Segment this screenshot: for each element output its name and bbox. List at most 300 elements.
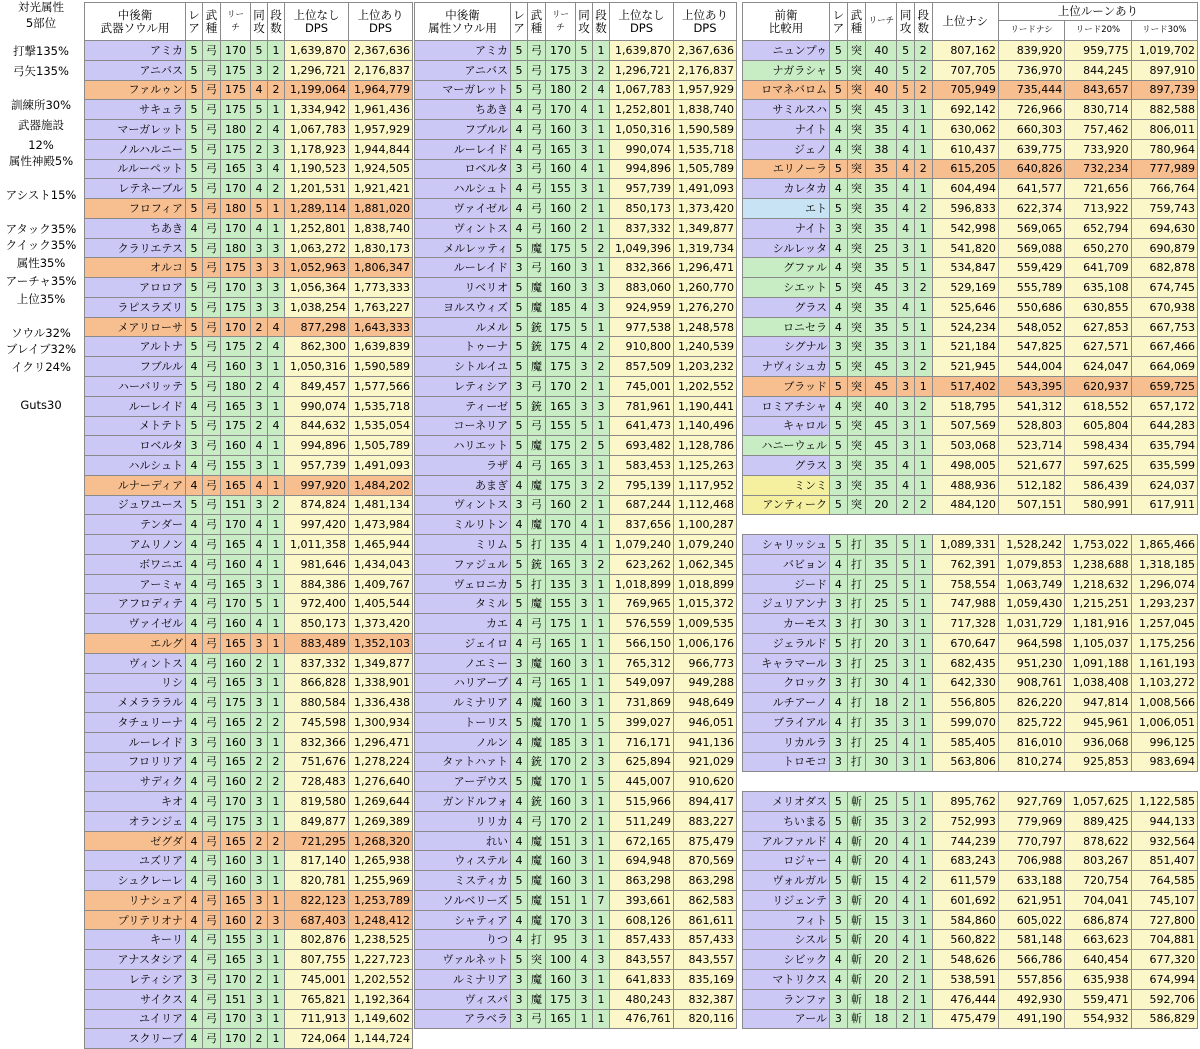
dps-with-upper-cell: 948,649 bbox=[674, 693, 737, 713]
table-row bbox=[415, 139, 737, 159]
dps-lead-30-cell: 780,964 bbox=[1131, 139, 1197, 159]
table-row bbox=[85, 475, 413, 495]
blank-row bbox=[743, 515, 1198, 535]
simultaneous-attacks-cell: 2 bbox=[251, 713, 268, 733]
condition-note: 属性35% bbox=[16, 256, 66, 270]
rarity-cell: 3 bbox=[186, 732, 203, 752]
table-row bbox=[743, 120, 1198, 140]
hit-count-cell: 1 bbox=[914, 1009, 932, 1029]
simultaneous-attacks-cell: 5 bbox=[897, 60, 915, 80]
weapon-type-cell: 弓 bbox=[203, 377, 221, 397]
weapon-type-cell: 魔 bbox=[528, 910, 546, 930]
weapon-type-cell: 突 bbox=[847, 475, 866, 495]
reach-cell: 165 bbox=[546, 633, 576, 653]
weapon-type-cell: 弓 bbox=[203, 535, 221, 555]
dps-no-upper-cell: 837,332 bbox=[285, 653, 349, 673]
rarity-cell: 3 bbox=[186, 969, 203, 989]
column-header-weapon-type: 武種 bbox=[203, 3, 221, 41]
dps-with-upper-cell: 1,505,789 bbox=[349, 436, 413, 456]
table-row bbox=[415, 693, 737, 713]
hit-count-cell: 2 bbox=[268, 80, 285, 100]
dps-no-upper-cell: 990,074 bbox=[285, 396, 349, 416]
character-name-cell: ルーレイド bbox=[85, 732, 186, 752]
dps-with-upper-cell: 1,203,232 bbox=[674, 357, 737, 377]
reach-cell: 20 bbox=[866, 633, 897, 653]
dps-with-upper-cell: 1,100,287 bbox=[674, 515, 737, 535]
character-name-cell: ノルン bbox=[415, 732, 511, 752]
character-name-cell: ノエミー bbox=[415, 653, 511, 673]
table-row bbox=[415, 713, 737, 733]
dps-with-upper-cell: 1,590,589 bbox=[349, 357, 413, 377]
rarity-cell: 5 bbox=[511, 554, 528, 574]
dps-no-upper-cell: 849,457 bbox=[285, 377, 349, 397]
hit-count-cell: 1 bbox=[268, 594, 285, 614]
weapon-type-cell: 弓 bbox=[203, 811, 221, 831]
rarity-cell: 3 bbox=[830, 456, 848, 476]
simultaneous-attacks-cell: 4 bbox=[576, 535, 593, 555]
dps-lead-30-cell: 1,296,074 bbox=[1131, 574, 1197, 594]
dps-no-upper-cell: 721,295 bbox=[285, 831, 349, 851]
table-row bbox=[743, 811, 1198, 831]
weapon-type-cell: 突 bbox=[847, 495, 866, 515]
character-name-cell: シスル bbox=[743, 930, 830, 950]
dps-with-upper-cell: 1,964,779 bbox=[349, 80, 413, 100]
simultaneous-attacks-cell: 4 bbox=[897, 871, 915, 891]
character-name-cell: リリカ bbox=[415, 811, 511, 831]
dps-lead-30-cell: 745,107 bbox=[1131, 890, 1197, 910]
table-row bbox=[743, 100, 1198, 120]
dps-with-upper-cell: 1,260,770 bbox=[674, 278, 737, 298]
rarity-cell: 5 bbox=[511, 871, 528, 891]
reach-cell: 20 bbox=[866, 950, 897, 970]
dps-no-upper-cell: 507,569 bbox=[932, 416, 998, 436]
reach-cell: 180 bbox=[221, 377, 251, 397]
hit-count-cell: 1 bbox=[268, 930, 285, 950]
dps-no-upper-cell: 1,018,899 bbox=[610, 574, 674, 594]
reach-cell: 20 bbox=[866, 969, 897, 989]
character-name-cell: トロモコ bbox=[743, 752, 830, 772]
weapon-type-cell: 突 bbox=[847, 317, 866, 337]
dps-lead-30-cell: 690,879 bbox=[1131, 238, 1197, 258]
hit-count-cell: 2 bbox=[914, 80, 932, 100]
dps-lead-30-cell: 806,011 bbox=[1131, 120, 1197, 140]
dps-with-upper-cell: 1,112,468 bbox=[674, 495, 737, 515]
dps-no-upper-cell: 534,847 bbox=[932, 258, 998, 278]
weapon-type-cell: 突 bbox=[847, 60, 866, 80]
rarity-cell: 3 bbox=[511, 989, 528, 1009]
simultaneous-attacks-cell: 2 bbox=[251, 752, 268, 772]
character-name-cell: ナイト bbox=[743, 218, 830, 238]
simultaneous-attacks-cell: 3 bbox=[576, 475, 593, 495]
rarity-cell: 5 bbox=[830, 278, 848, 298]
dps-with-upper-cell: 1,278,224 bbox=[349, 752, 413, 772]
dps-with-upper-cell: 1,830,173 bbox=[349, 238, 413, 258]
reach-cell: 155 bbox=[546, 594, 576, 614]
condition-note: クイック35% bbox=[5, 238, 77, 252]
dps-no-upper-cell: 762,391 bbox=[932, 554, 998, 574]
reach-cell: 100 bbox=[546, 950, 576, 970]
rarity-cell: 4 bbox=[186, 574, 203, 594]
dps-with-upper-cell: 1,373,420 bbox=[674, 199, 737, 219]
table-row bbox=[743, 495, 1198, 515]
hit-count-cell: 3 bbox=[268, 297, 285, 317]
dps-lead-20-cell: 925,853 bbox=[1065, 752, 1131, 772]
character-name-cell: フロフィア bbox=[85, 199, 186, 219]
weapon-type-cell: 弓 bbox=[203, 80, 221, 100]
dps-no-upper-cell: 819,580 bbox=[285, 792, 349, 812]
weapon-type-cell: 魔 bbox=[528, 278, 546, 298]
character-name-cell: ユイリア bbox=[85, 1009, 186, 1029]
character-name-cell: ブライアル bbox=[743, 713, 830, 733]
table-row bbox=[415, 337, 737, 357]
simultaneous-attacks-cell: 2 bbox=[897, 1009, 915, 1029]
character-name-cell: ロマネバロム bbox=[743, 80, 830, 100]
hit-count-cell: 1 bbox=[268, 851, 285, 871]
character-name-cell: ミスティカ bbox=[415, 871, 511, 891]
simultaneous-attacks-cell: 3 bbox=[576, 871, 593, 891]
table-row bbox=[85, 41, 413, 61]
hit-count-cell: 1 bbox=[593, 693, 610, 713]
simultaneous-attacks-cell: 3 bbox=[576, 989, 593, 1009]
simultaneous-attacks-cell: 4 bbox=[897, 456, 915, 476]
reach-cell: 35 bbox=[866, 120, 897, 140]
reach-cell: 175 bbox=[221, 139, 251, 159]
reach-cell: 165 bbox=[221, 475, 251, 495]
rarity-cell: 4 bbox=[186, 554, 203, 574]
simultaneous-attacks-cell: 3 bbox=[251, 851, 268, 871]
hit-count-cell: 1 bbox=[914, 713, 932, 733]
rarity-cell: 3 bbox=[830, 653, 848, 673]
reach-cell: 170 bbox=[221, 317, 251, 337]
weapon-type-cell: 弓 bbox=[203, 969, 221, 989]
character-name-cell: メルレッティ bbox=[415, 238, 511, 258]
dps-with-upper-cell: 491,190 bbox=[998, 1009, 1064, 1029]
hit-count-cell: 2 bbox=[914, 357, 932, 377]
dps-lead-20-cell: 597,625 bbox=[1065, 456, 1131, 476]
dps-with-upper-cell: 1,484,202 bbox=[349, 475, 413, 495]
reach-cell: 160 bbox=[221, 653, 251, 673]
reach-cell: 160 bbox=[221, 357, 251, 377]
character-name-cell: リジェンテ bbox=[743, 890, 830, 910]
hit-count-cell: 3 bbox=[268, 139, 285, 159]
hit-count-cell: 1 bbox=[268, 535, 285, 555]
hit-count-cell: 1 bbox=[268, 1009, 285, 1029]
character-name-cell: アフロディテ bbox=[85, 594, 186, 614]
dps-with-upper-cell: 1,319,734 bbox=[674, 238, 737, 258]
reach-cell: 160 bbox=[546, 258, 576, 278]
dps-no-upper-cell: 716,171 bbox=[610, 732, 674, 752]
rarity-cell: 5 bbox=[511, 772, 528, 792]
table-row bbox=[415, 80, 737, 100]
table-row bbox=[85, 950, 413, 970]
rarity-cell: 5 bbox=[186, 495, 203, 515]
table-row bbox=[743, 831, 1198, 851]
reach-cell: 165 bbox=[546, 554, 576, 574]
table-row bbox=[85, 594, 413, 614]
hit-count-cell: 1 bbox=[268, 554, 285, 574]
simultaneous-attacks-cell: 2 bbox=[251, 377, 268, 397]
weapon-type-cell: 突 bbox=[847, 396, 866, 416]
reach-cell: 155 bbox=[546, 179, 576, 199]
simultaneous-attacks-cell: 4 bbox=[897, 673, 915, 693]
rarity-cell: 4 bbox=[186, 218, 203, 238]
hit-count-cell: 1 bbox=[914, 969, 932, 989]
dps-no-upper-cell: 822,123 bbox=[285, 890, 349, 910]
rarity-cell: 5 bbox=[186, 159, 203, 179]
table-row bbox=[415, 495, 737, 515]
dps-with-upper-cell: 1,079,853 bbox=[998, 554, 1064, 574]
rarity-cell: 4 bbox=[830, 297, 848, 317]
weapon-type-cell: 弓 bbox=[203, 752, 221, 772]
rarity-cell: 3 bbox=[830, 1009, 848, 1029]
character-name-cell: ルミナリア bbox=[415, 969, 511, 989]
dps-no-upper-cell: 1,050,316 bbox=[285, 357, 349, 377]
reach-cell: 160 bbox=[221, 772, 251, 792]
weapon-type-cell: 弓 bbox=[203, 772, 221, 792]
column-header-dps-no-upper: 上位ナシ bbox=[932, 3, 998, 41]
hit-count-cell: 2 bbox=[914, 159, 932, 179]
dps-lead-30-cell: 624,037 bbox=[1131, 475, 1197, 495]
dps-with-upper-cell: 1,144,724 bbox=[349, 1029, 413, 1049]
simultaneous-attacks-cell: 3 bbox=[897, 633, 915, 653]
character-name-cell: ロジャー bbox=[743, 851, 830, 871]
weapon-type-cell: 魔 bbox=[528, 436, 546, 456]
weapon-type-cell: 魔 bbox=[528, 357, 546, 377]
dps-with-upper-cell: 1,838,740 bbox=[674, 100, 737, 120]
hit-count-cell: 1 bbox=[268, 100, 285, 120]
weapon-type-cell: 弓 bbox=[528, 41, 546, 61]
weapon-type-cell: 弓 bbox=[203, 851, 221, 871]
hit-count-cell: 2 bbox=[593, 554, 610, 574]
dps-no-upper-cell: 476,444 bbox=[932, 989, 998, 1009]
table-row bbox=[743, 396, 1198, 416]
simultaneous-attacks-cell: 2 bbox=[251, 416, 268, 436]
dps-with-upper-cell: 1,577,566 bbox=[349, 377, 413, 397]
reach-cell: 25 bbox=[866, 594, 897, 614]
character-name-cell: ラザ bbox=[415, 456, 511, 476]
simultaneous-attacks-cell: 3 bbox=[576, 732, 593, 752]
weapon-type-cell: 魔 bbox=[528, 515, 546, 535]
dps-with-upper-cell: 1,881,020 bbox=[349, 199, 413, 219]
column-header-hit-count: 段数 bbox=[268, 3, 285, 41]
weapon-type-cell: 斬 bbox=[847, 950, 866, 970]
simultaneous-attacks-cell: 3 bbox=[576, 910, 593, 930]
table-row bbox=[85, 574, 413, 594]
dps-with-upper-cell: 875,479 bbox=[674, 831, 737, 851]
character-name-cell: アルファルド bbox=[743, 831, 830, 851]
dps-lead-20-cell: 757,462 bbox=[1065, 120, 1131, 140]
dps-no-upper-cell: 910,800 bbox=[610, 337, 674, 357]
table-row bbox=[415, 1009, 737, 1029]
dps-lead-20-cell: 947,814 bbox=[1065, 693, 1131, 713]
dps-no-upper-cell: 641,473 bbox=[610, 416, 674, 436]
hit-count-cell: 1 bbox=[593, 871, 610, 891]
character-name-cell: プリテリオナ bbox=[85, 910, 186, 930]
dps-no-upper-cell: 832,366 bbox=[285, 732, 349, 752]
table-row bbox=[85, 890, 413, 910]
weapon-type-cell: 魔 bbox=[528, 693, 546, 713]
reach-cell: 180 bbox=[221, 238, 251, 258]
dps-with-upper-cell: 1,063,749 bbox=[998, 574, 1064, 594]
dps-no-upper-cell: 731,869 bbox=[610, 693, 674, 713]
hit-count-cell: 1 bbox=[593, 930, 610, 950]
dps-no-upper-cell: 498,005 bbox=[932, 456, 998, 476]
simultaneous-attacks-cell: 2 bbox=[251, 120, 268, 140]
reach-cell: 30 bbox=[866, 614, 897, 634]
rarity-cell: 4 bbox=[830, 139, 848, 159]
table-row bbox=[415, 179, 737, 199]
character-name-cell: ゼグダ bbox=[85, 831, 186, 851]
character-name-cell: あまぎ bbox=[415, 475, 511, 495]
rarity-cell: 4 bbox=[186, 910, 203, 930]
character-name-cell: アラベラ bbox=[415, 1009, 511, 1029]
dps-lead-30-cell: 635,599 bbox=[1131, 456, 1197, 476]
rarity-cell: 4 bbox=[511, 633, 528, 653]
rarity-cell: 4 bbox=[830, 238, 848, 258]
table-row bbox=[85, 693, 413, 713]
dps-with-upper-cell: 1,079,240 bbox=[674, 535, 737, 555]
dps-with-upper-cell: 543,395 bbox=[998, 377, 1064, 397]
hit-count-cell: 1 bbox=[914, 238, 932, 258]
weapon-type-cell: 銃 bbox=[528, 554, 546, 574]
simultaneous-attacks-cell: 3 bbox=[897, 396, 915, 416]
rarity-cell: 4 bbox=[511, 199, 528, 219]
dps-with-upper-cell: 779,969 bbox=[998, 811, 1064, 831]
simultaneous-attacks-cell: 3 bbox=[576, 851, 593, 871]
simultaneous-attacks-cell: 4 bbox=[897, 930, 915, 950]
dps-no-upper-cell: 596,833 bbox=[932, 199, 998, 219]
rarity-cell: 3 bbox=[830, 890, 848, 910]
hit-count-cell: 7 bbox=[593, 890, 610, 910]
dps-with-upper-cell: 547,825 bbox=[998, 337, 1064, 357]
rarity-cell: 4 bbox=[186, 693, 203, 713]
simultaneous-attacks-cell: 3 bbox=[576, 60, 593, 80]
weapon-type-cell: 弓 bbox=[203, 139, 221, 159]
dps-no-upper-cell: 1,289,114 bbox=[285, 199, 349, 219]
character-name-cell: スクリーブ bbox=[85, 1029, 186, 1049]
character-name-cell: キャロル bbox=[743, 416, 830, 436]
weapon-type-cell: 弓 bbox=[203, 317, 221, 337]
dps-lead-20-cell: 650,270 bbox=[1065, 238, 1131, 258]
character-name-cell: メリオダス bbox=[743, 792, 830, 812]
character-name-cell: ジェノ bbox=[743, 139, 830, 159]
character-name-cell: アーデウス bbox=[415, 772, 511, 792]
simultaneous-attacks-cell: 2 bbox=[576, 80, 593, 100]
condition-note: アシスト15% bbox=[5, 188, 77, 202]
dps-lead-20-cell: 652,794 bbox=[1065, 218, 1131, 238]
weapon-type-cell: 弓 bbox=[203, 989, 221, 1009]
character-name-cell: アニバス bbox=[85, 60, 186, 80]
dps-lead-30-cell: 667,466 bbox=[1131, 337, 1197, 357]
reach-cell: 15 bbox=[866, 871, 897, 891]
table-row bbox=[85, 969, 413, 989]
dps-lead-30-cell: 1,006,051 bbox=[1131, 713, 1197, 733]
table-row bbox=[415, 218, 737, 238]
simultaneous-attacks-cell: 2 bbox=[576, 436, 593, 456]
reach-cell: 151 bbox=[546, 831, 576, 851]
weapon-type-cell: 突 bbox=[847, 41, 866, 61]
table-row bbox=[743, 258, 1198, 278]
dps-with-upper-cell: 555,789 bbox=[998, 278, 1064, 298]
reach-cell: 155 bbox=[221, 456, 251, 476]
simultaneous-attacks-cell: 3 bbox=[251, 258, 268, 278]
hit-count-cell: 1 bbox=[268, 614, 285, 634]
dps-no-upper-cell: 990,074 bbox=[610, 139, 674, 159]
column-header-reach: リーチ bbox=[866, 3, 897, 41]
hit-count-cell: 1 bbox=[593, 653, 610, 673]
hit-count-cell: 1 bbox=[268, 1029, 285, 1049]
dps-no-upper-cell: 924,959 bbox=[610, 297, 674, 317]
hit-count-cell: 1 bbox=[268, 673, 285, 693]
hit-count-cell: 1 bbox=[268, 792, 285, 812]
character-name-cell: ユズリア bbox=[85, 851, 186, 871]
character-name-cell: アロロア bbox=[85, 278, 186, 298]
weapon-type-cell: 突 bbox=[847, 436, 866, 456]
dps-with-upper-cell: 861,611 bbox=[674, 910, 737, 930]
simultaneous-attacks-cell: 2 bbox=[251, 831, 268, 851]
rarity-cell: 5 bbox=[511, 60, 528, 80]
hit-count-cell: 1 bbox=[914, 851, 932, 871]
dps-with-upper-cell: 523,714 bbox=[998, 436, 1064, 456]
simultaneous-attacks-cell: 4 bbox=[897, 475, 915, 495]
dps-no-upper-cell: 957,739 bbox=[610, 179, 674, 199]
simultaneous-attacks-cell: 2 bbox=[897, 495, 915, 515]
rarity-cell: 4 bbox=[186, 713, 203, 733]
dps-no-upper-cell: 484,120 bbox=[932, 495, 998, 515]
dps-with-upper-cell: 1,031,729 bbox=[998, 614, 1064, 634]
dps-no-upper-cell: 1,050,316 bbox=[610, 120, 674, 140]
character-name-cell: マーガレット bbox=[415, 80, 511, 100]
weapon-type-cell: 魔 bbox=[528, 475, 546, 495]
dps-lead-20-cell: 1,057,625 bbox=[1065, 792, 1131, 812]
table-row bbox=[415, 574, 737, 594]
character-name-cell: ジード bbox=[743, 574, 830, 594]
table-row bbox=[85, 1009, 413, 1029]
character-name-cell: ちあき bbox=[85, 218, 186, 238]
reach-cell: 35 bbox=[866, 258, 897, 278]
reach-cell: 160 bbox=[546, 792, 576, 812]
rarity-cell: 5 bbox=[511, 594, 528, 614]
weapon-type-cell: 弓 bbox=[203, 653, 221, 673]
dps-with-upper-cell: 1,062,345 bbox=[674, 554, 737, 574]
reach-cell: 160 bbox=[221, 851, 251, 871]
dps-no-upper-cell: 630,062 bbox=[932, 120, 998, 140]
simultaneous-attacks-cell: 4 bbox=[897, 297, 915, 317]
table-row bbox=[85, 80, 413, 100]
simultaneous-attacks-cell: 2 bbox=[251, 317, 268, 337]
character-name-cell: リナシュア bbox=[85, 890, 186, 910]
reach-cell: 35 bbox=[866, 535, 897, 555]
hit-count-cell: 2 bbox=[914, 199, 932, 219]
character-name-cell: サミルスハ bbox=[743, 100, 830, 120]
table-row bbox=[415, 238, 737, 258]
dps-with-upper-cell: 557,856 bbox=[998, 969, 1064, 989]
rarity-cell: 5 bbox=[830, 416, 848, 436]
dps-lead-20-cell: 559,471 bbox=[1065, 989, 1131, 1009]
hit-count-cell: 5 bbox=[593, 772, 610, 792]
hit-count-cell: 1 bbox=[914, 989, 932, 1009]
reach-cell: 175 bbox=[221, 258, 251, 278]
reach-cell: 160 bbox=[221, 910, 251, 930]
dps-no-upper-cell: 393,661 bbox=[610, 890, 674, 910]
character-name-cell: オルコ bbox=[85, 258, 186, 278]
simultaneous-attacks-cell: 5 bbox=[576, 416, 593, 436]
simultaneous-attacks-cell: 5 bbox=[897, 594, 915, 614]
weapon-type-cell: 斬 bbox=[847, 871, 866, 891]
table-row bbox=[415, 377, 737, 397]
simultaneous-attacks-cell: 2 bbox=[576, 199, 593, 219]
table-row bbox=[85, 456, 413, 476]
